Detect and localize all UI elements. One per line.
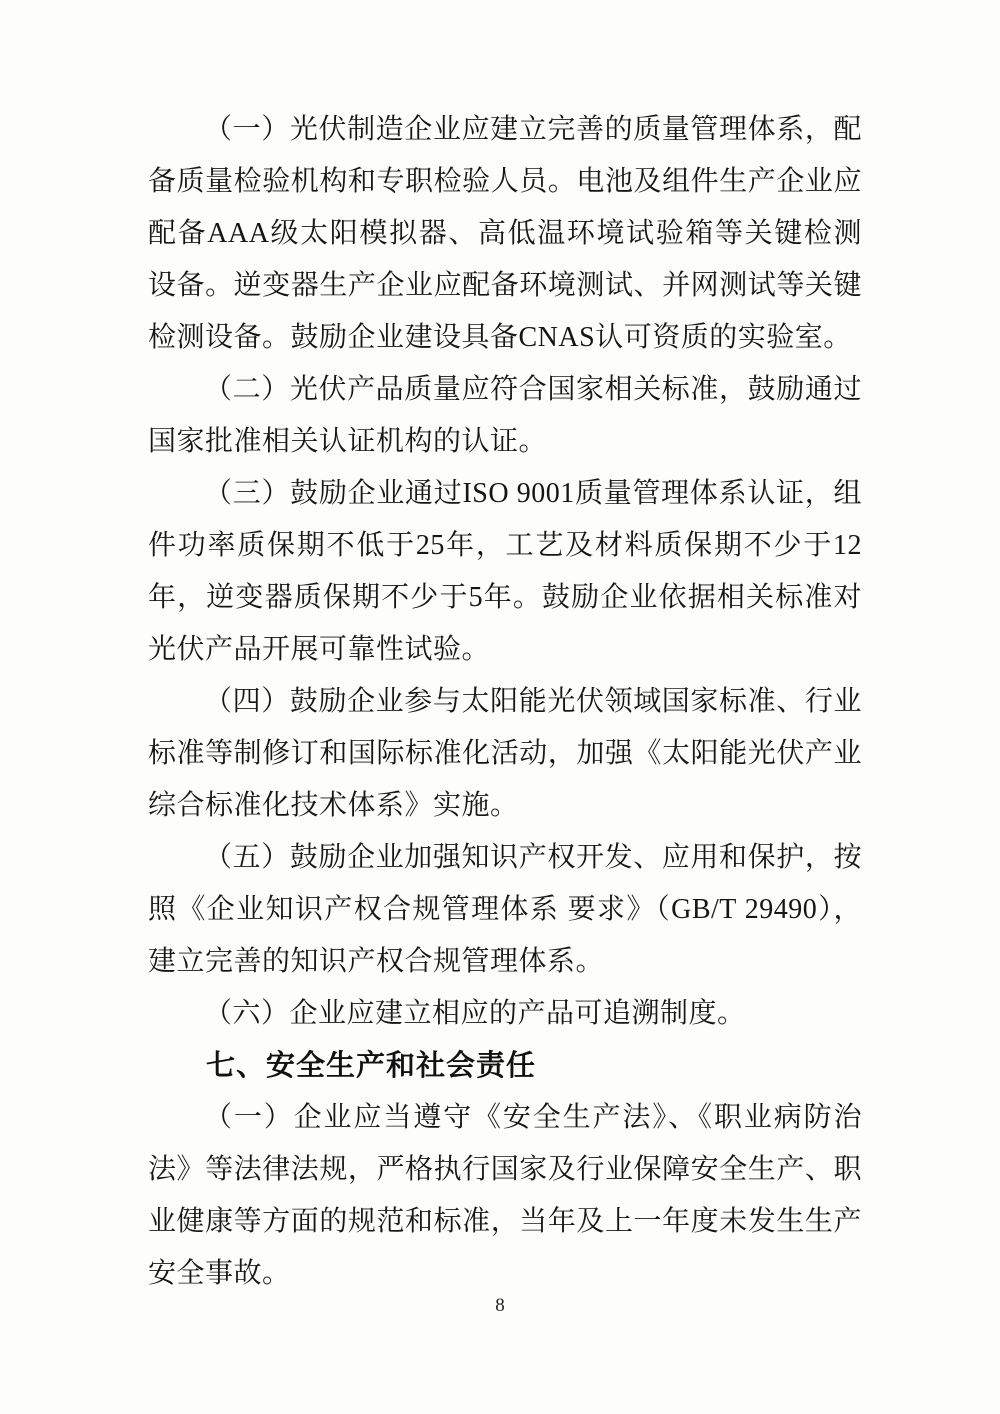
- section-heading-safety: 七、安全生产和社会责任: [206, 1050, 537, 1082]
- paragraph-standardization: （四）鼓励企业参与太阳能光伏领域国家标准、行业标准等制修订和国际标准化活动，加强《太阳能光伏产业综合标准化技术体系》实施。: [148, 686, 862, 821]
- paragraph-quality-system: （一）光伏制造企业应建立完善的质量管理体系，配备质量检验机构和专职检验人员。电池及组件生产企业应配备AAA级太阳模拟器、高低温环境试验箱等关键检测设备。逆变器生产企业应配备环境测试、并网测试等关键检测设备。鼓励企业建设具备CNAS认可资质的实验室。: [148, 114, 862, 353]
- paragraph-product-standards: （二）光伏产品质量应符合国家相关标准，鼓励通过国家批准相关认证机构的认证。: [148, 374, 862, 457]
- paragraph-safety-laws: （一）企业应当遵守《安全生产法》、《职业病防治法》等法律法规，严格执行国家及行业保障安全生产、职业健康等方面的规范和标准，当年及上一年度未发生生产安全事故。: [148, 1102, 862, 1289]
- paragraph-iso-certification: （三）鼓励企业通过ISO 9001质量管理体系认证，组件功率质保期不低于25年，工艺及材料质保期不少于12年，逆变器质保期不少于5年。鼓励企业依据相关标准对光伏产品开展可靠性试验。: [148, 478, 862, 665]
- paragraph-traceability: （六）企业应建立相应的产品可追溯制度。: [204, 998, 746, 1029]
- document-body: [148, 104, 862, 1300]
- paragraph-intellectual-property: （五）鼓励企业加强知识产权开发、应用和保护，按照《企业知识产权合规管理体系 要求》（GB/T 29490），建立完善的知识产权合规管理体系。: [148, 842, 862, 977]
- page-number: 8: [495, 1295, 505, 1316]
